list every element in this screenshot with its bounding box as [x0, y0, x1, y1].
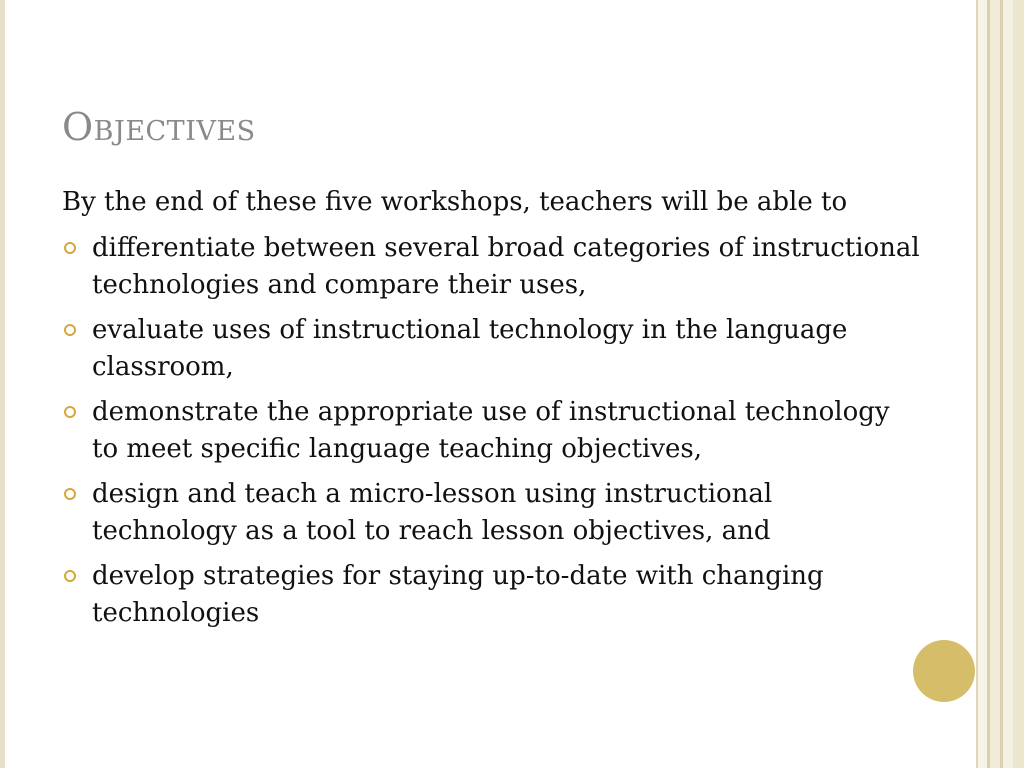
ring-bullet-icon: [64, 324, 76, 336]
intro-text: By the end of these five workshops, teachers will be able to: [62, 187, 848, 217]
list-item: [62, 558, 922, 632]
right-stripe: [978, 0, 987, 768]
list-item: [62, 312, 922, 386]
list-item-text: differentiate between several broad categories of instructional technologies and compare their uses,: [92, 233, 920, 300]
list-item: [62, 230, 922, 304]
list-item-text: demonstrate the appropriate use of instructional technology to meet specific language teaching objectives,: [92, 397, 890, 464]
list-item-text: design and teach a micro-lesson using instructional technology as a tool to reach lesson objectives, and: [92, 479, 773, 546]
slide-title: Objectives: [62, 105, 256, 149]
left-border-rule: [0, 0, 5, 768]
slide-body: [62, 184, 922, 640]
list-item: [62, 476, 922, 550]
ring-bullet-icon: [64, 406, 76, 418]
list-item-text: evaluate uses of instructional technology in the language classroom,: [92, 315, 848, 382]
objectives-list: [62, 230, 922, 632]
ring-bullet-icon: [64, 488, 76, 500]
right-stripe: [1013, 0, 1024, 768]
ring-bullet-icon: [64, 570, 76, 582]
list-item: [62, 394, 922, 468]
right-stripe: [1003, 0, 1013, 768]
list-item-text: develop strategies for staying up-to-date with changing technologies: [92, 561, 824, 628]
decorative-gold-circle: [913, 640, 975, 702]
ring-bullet-icon: [64, 242, 76, 254]
right-stripe: [990, 0, 1000, 768]
